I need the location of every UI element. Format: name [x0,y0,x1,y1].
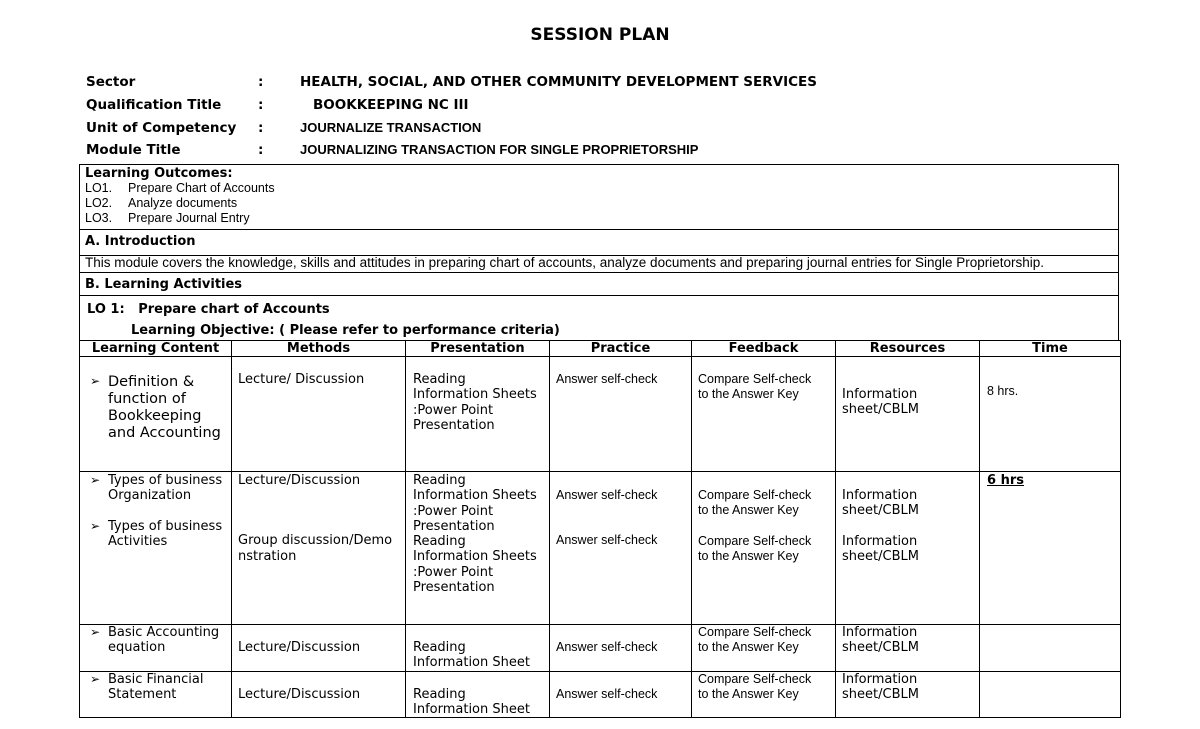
resources-cell: Information sheet/CBLM [842,625,919,656]
time-cell: 6 hrs [987,473,1024,488]
content-cell: Types of business Organization [108,473,223,504]
presentation-cell: Reading Information Sheets :Power Point Presentation [413,534,537,596]
learning-outcomes-heading: Learning Outcomes: [85,166,233,181]
content-cell: Definition & function of Bookkeeping and Accounting [108,374,221,441]
arrow-bullet-icon: ➢ [89,374,101,388]
resources-cell: Information sheet/CBLM [842,533,919,564]
table-row [80,472,1121,625]
qualification-value: BOOKKEEPING NC III [313,97,469,113]
time-cell: 8 hrs. [987,384,1019,398]
lo1-box [79,295,1119,341]
resources-cell: Information sheet/CBLM [842,488,919,519]
arrow-bullet-icon: ➢ [89,671,101,686]
method-cell: Lecture/Discussion [238,640,361,655]
list-item: LO3. Prepare Journal Entry [85,211,250,225]
page-title: SESSION PLAN [530,25,670,45]
feedback-cell: Compare Self-check to the Answer Key [698,671,812,701]
module-label: Module Title [86,142,181,158]
colon: : [258,120,264,136]
introduction-heading: A. Introduction [85,234,196,249]
introduction-frame [79,229,1119,273]
feedback-cell: Compare Self-check to the Answer Key [698,625,812,655]
method-cell: Lecture/Discussion [238,473,361,488]
column-header: Time [980,341,1121,357]
sector-value: HEALTH, SOCIAL, AND OTHER COMMUNITY DEVELOPMENT SERVICES [300,74,817,90]
feedback-cell: Compare Self-check to the Answer Key [698,488,812,518]
column-header: Presentation [406,341,550,357]
table-row [80,625,1121,672]
lo1-heading: LO 1: Prepare chart of Accounts [87,302,330,317]
qualification-label: Qualification Title [86,97,222,113]
arrow-bullet-icon: ➢ [89,473,101,487]
resources-cell: Information sheet/CBLM [842,387,919,418]
practice-cell: Answer self-check [556,640,658,654]
practice-cell: Answer self-check [556,686,658,701]
presentation-cell: Reading Information Sheets :Power Point Presentation [413,473,537,534]
practice-cell: Answer self-check [556,372,658,386]
table-row [80,671,1121,718]
unit-value: JOURNALIZE TRANSACTION [300,120,482,135]
presentation-cell: Reading Information Sheets :Power Point Presentation [413,372,537,433]
practice-cell: Answer self-check [556,488,658,502]
resources-cell: Information sheet/CBLM [842,671,919,702]
content-cell: Types of business Activities [108,518,223,549]
introduction-text: This module covers the knowledge, skills and attitudes in preparing chart of accounts, analyze documents and preparing journal entries for Single Proprietorship. [85,255,1045,270]
table-header-row [80,341,1121,357]
session-table [79,340,1121,718]
unit-label: Unit of Competency [86,120,237,136]
content-cell: Basic Financial Statement [108,671,204,702]
arrow-bullet-icon: ➢ [89,625,101,639]
module-value: JOURNALIZING TRANSACTION FOR SINGLE PROPRIETORSHIP [300,142,699,157]
column-header: Resources [836,341,980,357]
learning-outcomes-list [80,181,1118,226]
column-header: Practice [550,341,692,357]
arrow-bullet-icon: ➢ [89,518,101,533]
activities-box [79,272,1119,296]
content-cell: Basic Accounting equation [108,625,220,656]
feedback-cell: Compare Self-check to the Answer Key [698,372,812,402]
colon: : [258,97,264,113]
list-item: LO2. Analyze documents [85,196,238,210]
practice-cell: Answer self-check [556,533,658,548]
method-cell: Group discussion/Demonstration [238,533,393,564]
list-item: LO1. Prepare Chart of Accounts [85,181,275,195]
presentation-cell: Reading Information Sheet [413,640,530,671]
method-cell: Lecture/ Discussion [238,372,365,387]
activities-heading: B. Learning Activities [85,277,243,292]
method-cell: Lecture/Discussion [238,686,361,702]
colon: : [258,142,264,158]
table-row [80,357,1121,472]
column-header: Methods [232,341,406,357]
sector-label: Sector [86,74,136,90]
feedback-cell: Compare Self-check to the Answer Key [698,533,812,563]
column-header: Learning Content [80,341,232,357]
colon: : [258,74,264,90]
presentation-cell: Reading Information Sheet [413,686,530,717]
column-header: Feedback [692,341,836,357]
lo1-objective: Learning Objective: ( Please refer to performance criteria) [131,323,560,338]
